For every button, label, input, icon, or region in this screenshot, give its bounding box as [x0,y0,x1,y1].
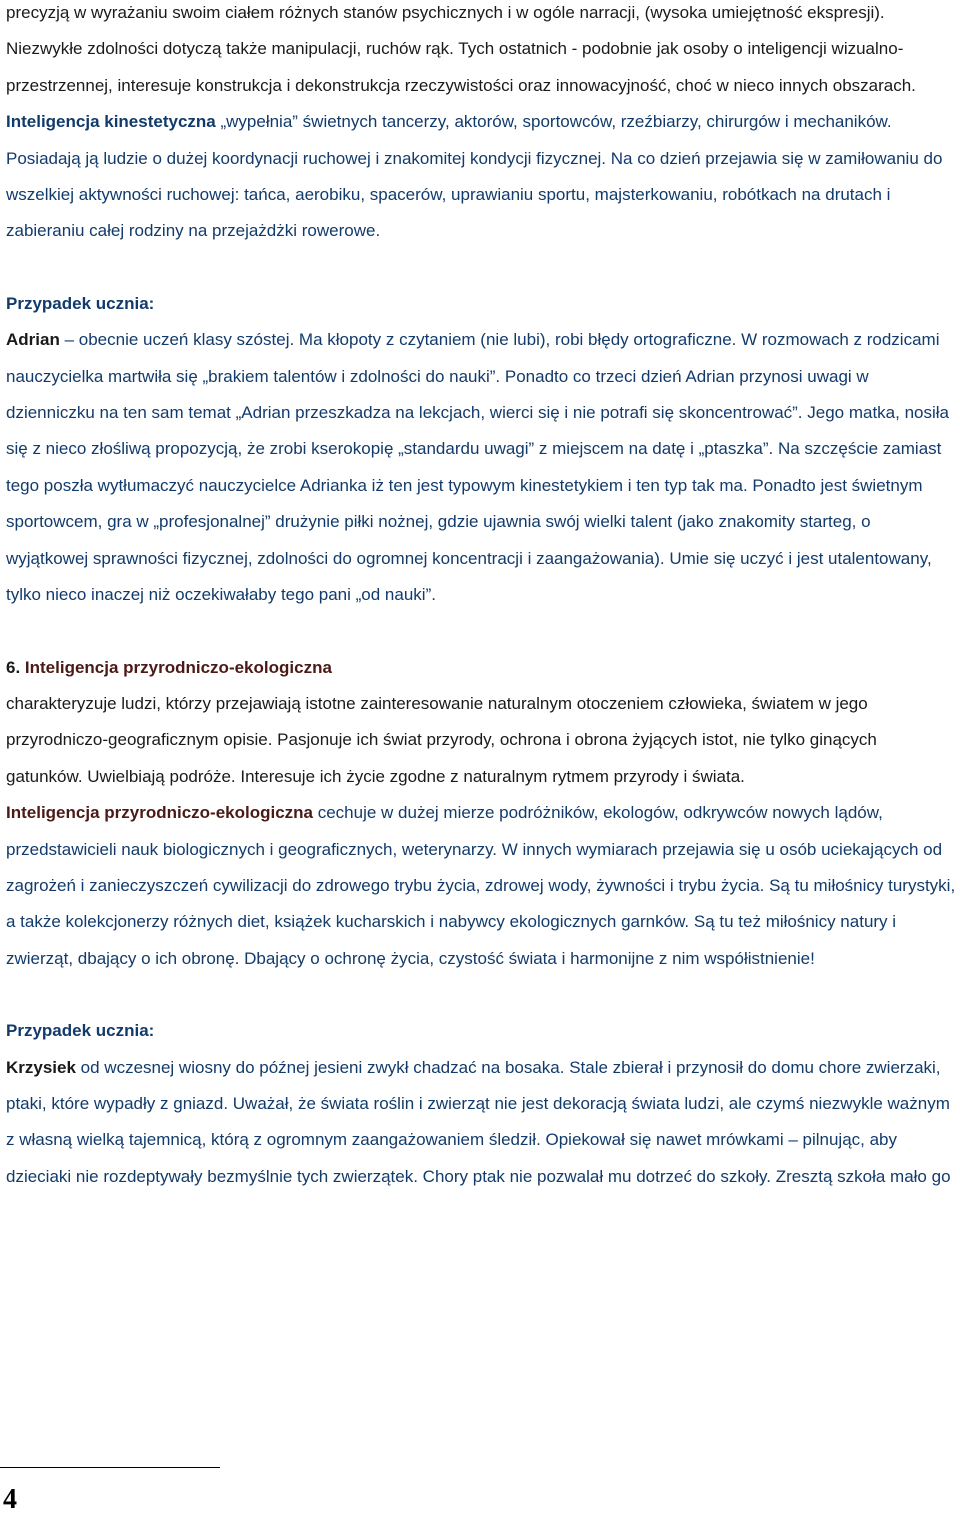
paragraph-text: precyzją w wyrażaniu swoim ciałem różnych stanów psychicznych i w ogóle narracji, (wysoka umiejętność ekspresji). Niezwykłe zdolności dotyczą także manipulacji, ruchów rąk. Tych ostatnich - podobnie jak osoby o inteligencji wizualno-przestrzennej, interesuje konstrukcja i dekonstrukcja rzeczywistości oraz innowacyjność, choć w nieco innych obszarach. [6,3,916,95]
paragraph-kinesthetic [6,104,956,250]
section-title: Inteligencja przyrodniczo-ekologiczna [20,657,332,677]
term-naturalist: Inteligencja przyrodniczo-ekologiczna [6,803,313,823]
paragraph-text: cechuje w dużej mierze podróżników, ekologów, odkrywców nowych lądów, przedstawicieli nauk biologicznych i geograficznych, weterynarzy. W innych wymiarach przejawia się u osób uciekających od zagrożeń i zanieczyszczeń cywilizacji do zdrowego trybu życia, zdrowej wody, żywności i trybu życia. Są tu miłośnicy turystyki, a także kolekcjonerzy różnych diet, książek kucharskich i nabywcy ekologicznych garnków. Są tu też miłośnicy natury i zwierząt, dbający o ich obronę. Dbający o ochronę życia, czystość świata i harmonijne z nim współistnienie! [6,803,956,968]
case-heading: Przypadek ucznia: [6,293,155,313]
section-number: 6. [6,657,21,677]
case-heading: Przypadek ucznia: [6,1021,155,1041]
paragraph-text: „wypełnia” świetnych tancerzy, aktorów, sportowców, rzeźbiarzy, chirurgów i mechaników. Posiadają ją ludzie o dużej koordynacji ruchowej i znakomitej kondycji fizycznej. Na co dzień przejawia się w zamiłowaniu do wszelkiej aktywności ruchowej: tańca, aerobiku, spacerów, uprawianiu sportu, majsterkowaniu, robótkach na drutach i zabieraniu całej rodziny na przejażdżki rowerowe. [6,112,943,241]
student-name: Adrian [6,330,60,350]
document-page [6,0,956,1195]
footer-divider [0,1467,220,1468]
case-text: – obecnie uczeń klasy szóstej. Ma kłopoty z czytaniem (nie lubi), robi błędy ortograficzne. W rozmowach z rodzicami nauczycielka martwiła się „brakiem talentów i zdolności do nauki”. Ponadto co trzeci dzień Adrian przynosi uwagi w dzienniczku na ten sam temat „Adrian przeszkadza na lekcjach, wierci się i nie potrafi się skoncentrować”. Jego matka, nosiła się z nieco złośliwą propozycją, że zrobi kserokopię „standardu uwagi” z miejscem na datę i „ptaszka”. Na szczęście zamiast tego poszła wytłumaczyć nauczycielce Adrianka iż ten jest typowym kinestetykiem i ten typ tak ma. Ponadto jest świetnym sportowcem, gra w „profesjonalnej” drużynie piłki nożnej, gdzie ujawnia swój wielki talent (jako znakomity starteg, o wyjątkowej sprawności fizycznej, zdolności do ogromnej koncentracji i zaangażowania). Umie się uczyć i jest utalentowany, tylko nieco inaczej niż oczekiwałaby tego pani „od nauki”. [6,330,949,605]
spacer [6,614,956,650]
student-name: Krzysiek [6,1057,76,1077]
paragraph-text: charakteryzuje ludzi, którzy przejawiają istotne zainteresowanie naturalnym otoczeniem człowieka, światem w jego przyrodniczo-geograficznym opisie. Pasjonuje ich świat przyrody, ochrona i obrona żyjących istot, nie tylko ginących gatunków. Uwielbiają podróże. Interesuje ich życie zgodne z naturalnym rytmem przyrody i świata. [6,693,877,786]
paragraph-naturalist [6,795,956,977]
paragraph-body [6,0,956,104]
case-paragraph [6,1050,956,1196]
page-number: 4 [3,1484,17,1515]
case-paragraph [6,322,956,613]
spacer [6,977,956,1013]
section-heading [6,650,956,686]
section-intro [6,686,956,795]
spacer [6,250,956,286]
term-kinesthetic: Inteligencja kinestetyczna [6,112,216,132]
case-text: od wczesnej wiosny do późnej jesieni zwykł chadzać na bosaka. Stale zbierał i przynosił do domu chore zwierzaki, ptaki, które wypadły z gniazd. Uważał, że świata roślin i zwierząt nie jest dekoracją świata ludzi, ale czymś niezwykle ważnym z własną wielką tajemnicą, którą z ogromnym zaangażowaniem śledził. Opiekował się nawet mrówkami – pilnując, aby dzieciaki nie rozdeptywały bezmyślnie tych zwierzątek. Chory ptak nie pozwalał mu dotrzeć do szkoły. Zresztą szkoła mało go [6,1057,951,1186]
